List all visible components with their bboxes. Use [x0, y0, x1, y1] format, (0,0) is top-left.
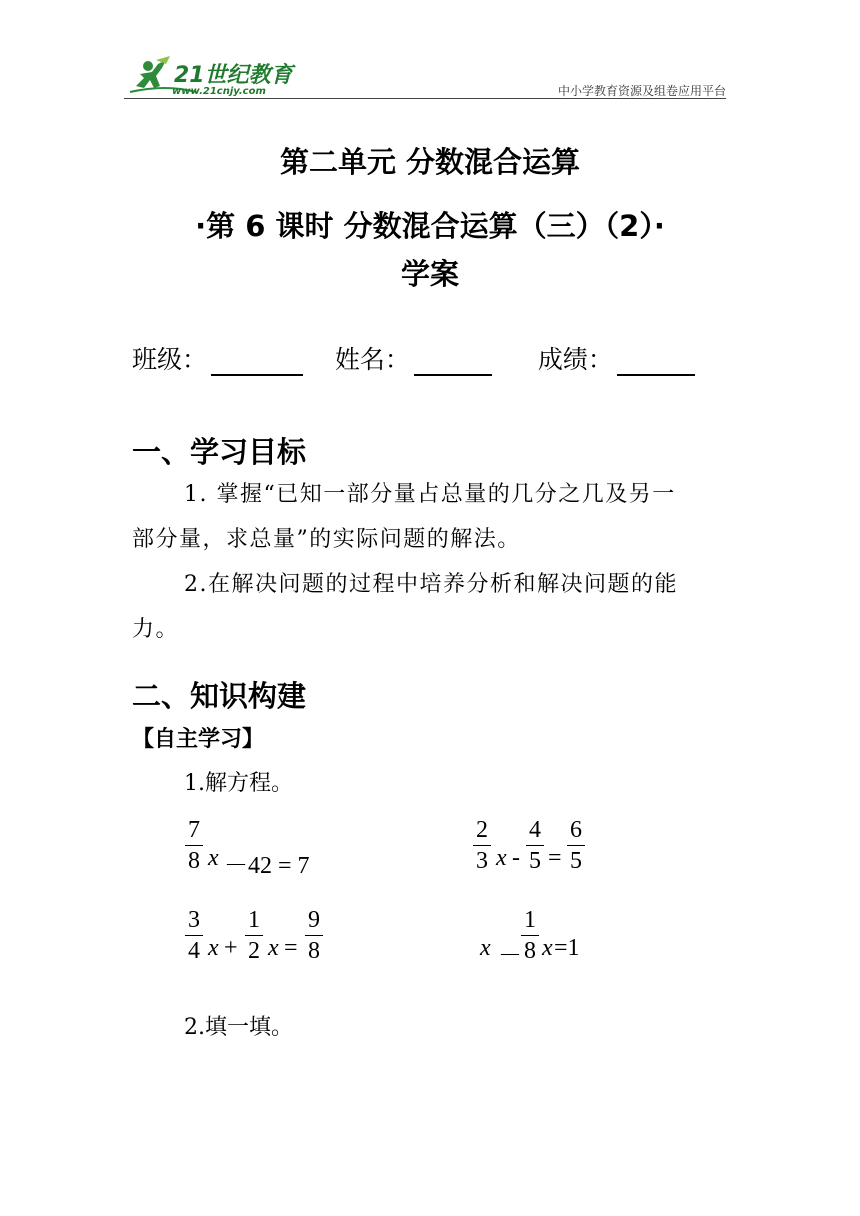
section-heading-knowledge: 二、知识构建 [132, 679, 307, 713]
name-label: 姓名： [334, 345, 410, 374]
equation-3 [184, 906, 404, 976]
eq2-fraction-1: 2 3 [472, 816, 492, 875]
lesson-title: ·第 6 课时 分数混合运算（三）（2）· [195, 209, 665, 243]
question-2: 2.填一填。 [184, 1015, 293, 1040]
goal-2-line-2: 力。 [132, 617, 180, 642]
eq2-equals: = [548, 845, 562, 871]
eq3-equals: = [284, 935, 298, 961]
equation-2 [472, 816, 672, 886]
header-platform-text: 中小学教育资源及组卷应用平台 [557, 84, 726, 98]
goal-1 [132, 472, 732, 562]
eq4-minus: － [498, 943, 522, 969]
question-1: 1.解方程。 [184, 771, 293, 796]
header-divider [124, 98, 726, 99]
goal-1-line-1: 1. 掌握“已知一部分量占总量的几分之几及另一 [184, 482, 676, 507]
goal-2 [132, 562, 732, 652]
logo-url: www.21cnjy.com [172, 86, 266, 97]
eq4-rest: =1 [554, 935, 580, 961]
class-blank[interactable] [211, 348, 303, 376]
eq4-fraction: 1 8 [520, 906, 540, 965]
unit-title: 第二单元 分数混合运算 [279, 145, 581, 179]
logo [126, 54, 306, 100]
eq1-rest: －42 = 7 [224, 853, 310, 879]
equation-4 [480, 906, 680, 976]
eq4-variable-2: x [542, 935, 553, 961]
eq2-fraction-3: 6 5 [566, 816, 586, 875]
score-label: 成绩： [537, 345, 613, 374]
eq4-variable-1: x [480, 935, 491, 961]
student-info-line [132, 340, 695, 376]
doc-type-title: 学案 [400, 257, 459, 291]
eq3-fraction-3: 9 8 [304, 906, 324, 965]
self-study-heading: 【自主学习】 [132, 727, 265, 752]
eq1-fraction: 7 8 [184, 816, 204, 875]
eq2-fraction-2: 4 5 [525, 816, 545, 875]
eq3-fraction-1: 3 4 [184, 906, 204, 965]
eq1-variable: x [208, 845, 219, 871]
eq3-fraction-2: 1 2 [244, 906, 264, 965]
eq2-minus: - [512, 845, 520, 871]
equation-1 [184, 816, 384, 886]
eq3-variable-2: x [268, 935, 279, 961]
class-label: 班级： [132, 345, 208, 374]
logo-text: 21世纪教育 [174, 63, 293, 88]
score-blank[interactable] [617, 348, 695, 376]
goal-2-line-1: 2.在解决问题的过程中培养分析和解决问题的能 [184, 572, 678, 597]
goal-1-line-2: 部分量，求总量”的实际问题的解法。 [132, 527, 521, 552]
name-blank[interactable] [414, 348, 492, 376]
eq3-variable-1: x [208, 935, 219, 961]
eq3-plus: + [224, 935, 238, 961]
eq2-variable: x [496, 845, 507, 871]
section-heading-goals: 一、学习目标 [132, 435, 307, 469]
